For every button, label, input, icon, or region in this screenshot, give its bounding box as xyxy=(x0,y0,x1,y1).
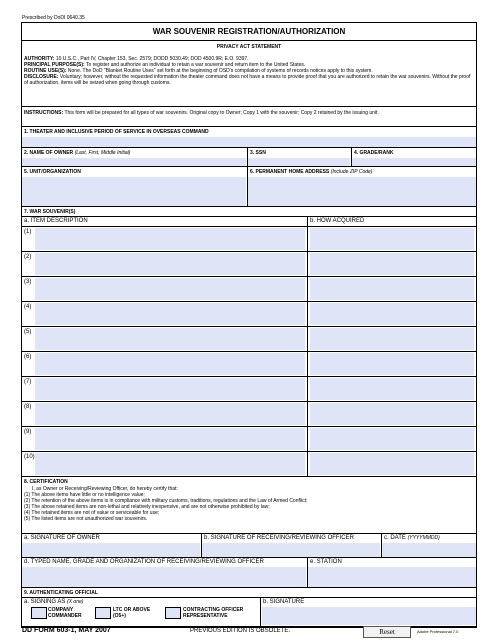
block3-label: 3. SSN xyxy=(250,150,266,156)
block8-label: 8. CERTIFICATION xyxy=(24,479,68,485)
item-row xyxy=(22,326,476,351)
item-description-field[interactable] xyxy=(35,278,305,300)
opt-ltc-or-above: LTC OR ABOVE (O5+) xyxy=(113,607,151,619)
item-number: (1) xyxy=(24,229,32,235)
col-how-acquired: b. HOW ACQUIRED xyxy=(310,218,365,224)
instructions xyxy=(24,110,472,116)
ltc-or-above-checkbox[interactable] xyxy=(95,607,111,619)
adobe-note: Adobe Professional 7.0 xyxy=(417,629,459,634)
item-row xyxy=(22,251,476,276)
disclosure-label: DISCLOSURE: xyxy=(24,74,59,80)
item-description-field[interactable] xyxy=(35,253,305,275)
station-field[interactable] xyxy=(308,567,476,587)
b8b-label: b. SIGNATURE OF RECEIVING/REVIEWING OFFICER xyxy=(204,535,354,541)
theater-period-field[interactable] xyxy=(22,137,476,147)
b8d-label: d. TYPED NAME, GRADE AND ORGANIZATION OF RECEIVING/REVIEWING OFFICER xyxy=(24,559,264,565)
instructions-text: This form will be prepared for all types of war souvenirs. Original copy to Owner; Copy 1 with the souvenir; Copy 2 retained by the issuing unit. xyxy=(64,110,379,116)
item-description-field[interactable] xyxy=(35,403,305,425)
company-commander-checkbox[interactable] xyxy=(31,607,47,619)
contracting-officer-checkbox[interactable] xyxy=(165,607,181,619)
item-description-field[interactable] xyxy=(35,228,305,250)
how-acquired-field[interactable] xyxy=(310,453,474,475)
b8a-label: a. SIGNATURE OF OWNER xyxy=(24,535,100,541)
block5-label: 5. UNIT/ORGANIZATION xyxy=(24,169,81,175)
item-row-divider xyxy=(307,327,308,351)
reset-button[interactable]: Reset xyxy=(363,626,411,638)
routine-label: ROUTINE USE(S): xyxy=(24,68,67,74)
block9-label: 9. AUTHENTICATING OFFICIAL xyxy=(24,590,98,596)
cert-line: (1) The above items have little or no intelligence value; xyxy=(24,492,145,498)
item-number: (6) xyxy=(24,354,32,360)
item-number: (2) xyxy=(24,254,32,260)
item-row xyxy=(22,276,476,301)
item-row-divider xyxy=(307,252,308,276)
item-number: (10) xyxy=(24,454,35,460)
instructions-label: INSTRUCTIONS: xyxy=(24,110,64,116)
opt-company-commander: COMPANY COMMANDER xyxy=(48,607,82,619)
cert-line: (5) The listed items are not unauthorized war souvenirs. xyxy=(24,516,148,522)
block2-label: 2. NAME OF OWNER (Last, First, Middle Initial) xyxy=(24,150,131,156)
owner-name-field[interactable] xyxy=(22,158,246,166)
how-acquired-field[interactable] xyxy=(310,253,474,275)
purpose-label: PRINCIPAL PURPOSE(S): xyxy=(24,62,85,68)
how-acquired-field[interactable] xyxy=(310,403,474,425)
block1-label: 1. THEATER AND INCLUSIVE PERIOD OF SERVICE IN OVERSEAS COMMAND xyxy=(24,129,209,135)
item-row xyxy=(22,451,476,476)
item-row-divider xyxy=(307,427,308,451)
block7-label: 7. WAR SOUVENIR(S) xyxy=(24,209,76,215)
item-row-divider xyxy=(307,277,308,301)
item-number: (5) xyxy=(24,329,32,335)
block6-label: 6. PERMANENT HOME ADDRESS (Include ZIP Code) xyxy=(250,169,373,175)
item-number: (9) xyxy=(24,429,32,435)
item-row-divider xyxy=(307,302,308,326)
item-number: (3) xyxy=(24,279,32,285)
form-number: DD FORM 603-1, MAY 2007 xyxy=(22,627,111,634)
cert-line: (4) The retained items are not of value or serviceable for use; xyxy=(24,510,160,516)
item-row-divider xyxy=(307,377,308,401)
b9b-label: b. SIGNATURE xyxy=(263,599,305,605)
item-description-field[interactable] xyxy=(35,453,305,475)
grade-rank-field[interactable] xyxy=(352,158,476,166)
item-row-divider xyxy=(307,227,308,251)
how-acquired-field[interactable] xyxy=(310,353,474,375)
item-row-divider xyxy=(307,352,308,376)
block4-label: 4. GRADE/RANK xyxy=(354,150,394,156)
how-acquired-field[interactable] xyxy=(310,328,474,350)
how-acquired-field[interactable] xyxy=(310,428,474,450)
unit-organization-field[interactable] xyxy=(22,177,246,206)
officer-signature-field[interactable] xyxy=(202,543,380,557)
how-acquired-field[interactable] xyxy=(310,278,474,300)
authority-label: AUTHORITY: xyxy=(24,56,55,62)
privacy-heading: PRIVACY ACT STATEMENT xyxy=(216,44,282,50)
purpose-text: To register and authorize an individual to retain a war souvenir and return item to the United States. xyxy=(85,62,306,68)
cert-line: (2) The retention of the above items is in compliance with military customs, traditions, regulations and the Law of Armed Conflict; xyxy=(24,498,308,504)
item-row xyxy=(22,376,476,401)
how-acquired-field[interactable] xyxy=(310,378,474,400)
authority-text: 10 U.S.C., Part IV, Chapter 153, Sec. 2579; DODD 5030.49; DOD 4500.9R; E.O. 9397. xyxy=(55,56,249,62)
how-acquired-field[interactable] xyxy=(310,228,474,250)
item-description-field[interactable] xyxy=(35,428,305,450)
cert-line: I, as Owner or Receiving/Reviewing Officer, do hereby certify that: xyxy=(32,486,178,492)
form-title: WAR SOUVENIR REGISTRATION/AUTHORIZATION xyxy=(152,27,346,36)
certification-text xyxy=(24,486,472,522)
item-row xyxy=(22,226,476,251)
col-item-description: a. ITEM DESCRIPTION xyxy=(24,218,88,224)
ssn-field[interactable] xyxy=(248,158,350,166)
block6-hint: (Include ZIP Code) xyxy=(330,169,373,175)
b8c-label: c. DATE (YYYYMMDD) xyxy=(384,535,440,541)
disclosure-text: Voluntary; however, without the requested information the theater command does not have a means to provide proof that you are authorized to retain the war souvenirs. Without the proof of authorization, items will be seized when going through customs. xyxy=(24,74,471,86)
b9a-label: a. SIGNING AS (X one) xyxy=(24,599,84,605)
item-number: (4) xyxy=(24,304,32,310)
owner-signature-field[interactable] xyxy=(22,543,200,557)
routine-text: None. The DoD "Blanket Routine Uses" set forth at the beginning of OSD's compilation of systems of records notices apply to this system. xyxy=(67,68,373,74)
home-address-field[interactable] xyxy=(248,177,476,206)
opt-contracting-officer: CONTRACTING OFFICER REPRESENTATIVE xyxy=(183,607,244,619)
officer-name-grade-field[interactable] xyxy=(22,567,306,587)
obsolete-note: PREVIOUS EDITION IS OBSOLETE. xyxy=(190,628,291,634)
block2-hint: (Last, First, Middle Initial) xyxy=(74,150,131,156)
item-row-divider xyxy=(307,402,308,426)
item-row-divider xyxy=(307,452,308,476)
item-row xyxy=(22,351,476,376)
authenticating-signature-field[interactable] xyxy=(262,607,476,625)
item-row xyxy=(22,401,476,426)
b9a-hint: (X one) xyxy=(67,599,84,605)
b8e-label: e. STATION xyxy=(310,559,342,565)
how-acquired-field[interactable] xyxy=(310,303,474,325)
item-number: (7) xyxy=(24,379,32,385)
item-description-field[interactable] xyxy=(35,328,305,350)
item-row xyxy=(22,301,476,326)
privacy-statement xyxy=(24,56,472,86)
item-number: (8) xyxy=(24,404,32,410)
item-description-field[interactable] xyxy=(35,303,305,325)
cert-line: (3) The above retained items are non-lethal and relatively inexpensive, and are not otherwise prohibited by law; xyxy=(24,504,270,510)
date-field[interactable] xyxy=(382,543,476,557)
item-description-field[interactable] xyxy=(35,353,305,375)
item-description-field[interactable] xyxy=(35,378,305,400)
prescribed-by: Prescribed by DoDI 0640.35 xyxy=(22,15,85,21)
b8c-hint: (YYYYMMDD) xyxy=(407,535,440,541)
item-row xyxy=(22,426,476,451)
